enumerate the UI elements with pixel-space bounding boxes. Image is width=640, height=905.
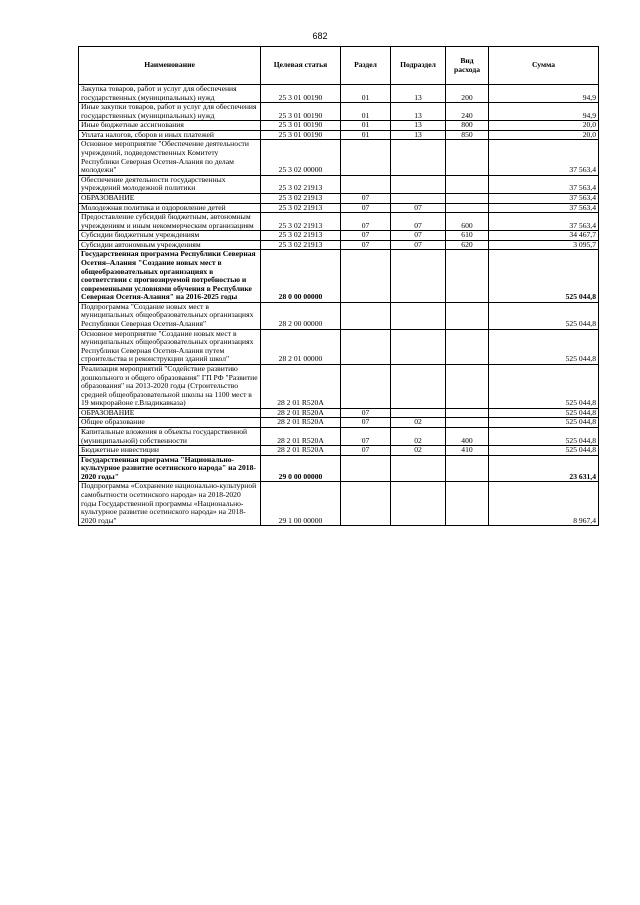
row-name-cell: Субсидии бюджетным учреждениям (79, 231, 261, 241)
row-subsection-cell (391, 140, 446, 175)
row-sum-cell: 525 044,8 (489, 408, 599, 418)
row-exp-type-cell (446, 482, 489, 526)
row-sum-cell: 37 563,4 (489, 203, 599, 213)
table-row (79, 427, 599, 445)
table-row (79, 446, 599, 456)
budget-table (78, 46, 599, 526)
row-target-cell: 29 1 00 00000 (261, 482, 341, 526)
row-target-cell: 25 3 01 00190 (261, 103, 341, 121)
row-name-cell: Подпрограмма «Сохранение национально-культурной самобытности осетинского народа» на 2018-2020 годы Государственной программы «Национально-культурное развитие осетинского народа» на 2018-2020 годы" (79, 482, 261, 526)
row-subsection-cell (391, 302, 446, 329)
header-exp-type: Вид расхода (446, 47, 489, 85)
row-sum-cell: 525 044,8 (489, 364, 599, 408)
table-row (79, 103, 599, 121)
row-exp-type-cell (446, 193, 489, 203)
row-subsection-cell (391, 455, 446, 482)
row-subsection-cell: 02 (391, 446, 446, 456)
row-section-cell (341, 302, 391, 329)
row-target-cell: 28 0 00 00000 (261, 250, 341, 302)
row-section-cell: 01 (341, 85, 391, 103)
row-exp-type-cell: 240 (446, 103, 489, 121)
row-section-cell (341, 455, 391, 482)
row-target-cell: 28 2 01 R520A (261, 364, 341, 408)
page-number: 682 (312, 31, 328, 41)
row-section-cell: 07 (341, 203, 391, 213)
row-sum-cell: 20,0 (489, 130, 599, 140)
table-row (79, 140, 599, 175)
row-exp-type-cell: 410 (446, 446, 489, 456)
row-section-cell: 01 (341, 103, 391, 121)
row-exp-type-cell (446, 329, 489, 364)
row-subsection-cell (391, 193, 446, 203)
header-name: Наименование (79, 47, 261, 85)
row-target-cell: 28 2 01 R520A (261, 408, 341, 418)
row-exp-type-cell: 610 (446, 231, 489, 241)
row-exp-type-cell: 400 (446, 427, 489, 445)
row-name-cell: Общее образование (79, 418, 261, 428)
row-subsection-cell: 13 (391, 121, 446, 131)
row-section-cell: 07 (341, 418, 391, 428)
row-name-cell: Обеспечение деятельности государственных учреждений молодежной политики (79, 175, 261, 193)
row-name-cell: Капитальные вложения в объекты государственной (муниципальной) собственности (79, 427, 261, 445)
row-target-cell: 28 2 01 R520A (261, 427, 341, 445)
row-subsection-cell: 07 (391, 240, 446, 250)
table-body (79, 85, 599, 526)
row-subsection-cell (391, 175, 446, 193)
row-name-cell: Государственная программа Республики Северная Осетия–Алания "Создание новых мест в общеобразовательных организациях в соответствии с прогнозируемой потребностью и современными условиями обучения в Республике Северная Осетия-Алания" на 2016-2025 годы (79, 250, 261, 302)
table-row (79, 302, 599, 329)
row-name-cell: Молодежная политика и оздоровление детей (79, 203, 261, 213)
row-name-cell: Государственная программа "Национально-культурное развитие осетинского народа" на 2018-2020 годы" (79, 455, 261, 482)
row-sum-cell: 525 044,8 (489, 427, 599, 445)
row-target-cell: 25 3 02 21913 (261, 240, 341, 250)
table-header-row (79, 47, 599, 85)
table-row (79, 121, 599, 131)
row-section-cell (341, 250, 391, 302)
row-name-cell: ОБРАЗОВАНИЕ (79, 193, 261, 203)
row-section-cell: 07 (341, 446, 391, 456)
header-sum: Сумма (489, 47, 599, 85)
row-target-cell: 25 3 01 00190 (261, 121, 341, 131)
row-name-cell: ОБРАЗОВАНИЕ (79, 408, 261, 418)
row-target-cell: 25 3 01 00190 (261, 85, 341, 103)
row-sum-cell: 37 563,4 (489, 140, 599, 175)
row-target-cell: 29 0 00 00000 (261, 455, 341, 482)
row-sum-cell: 37 563,4 (489, 213, 599, 231)
row-sum-cell: 525 044,8 (489, 446, 599, 456)
row-subsection-cell: 07 (391, 213, 446, 231)
row-subsection-cell: 02 (391, 418, 446, 428)
row-section-cell: 07 (341, 240, 391, 250)
row-exp-type-cell (446, 140, 489, 175)
row-exp-type-cell (446, 455, 489, 482)
row-target-cell: 28 2 00 00000 (261, 302, 341, 329)
header-target: Целевая статья (261, 47, 341, 85)
table-row (79, 231, 599, 241)
row-target-cell: 28 2 01 00000 (261, 329, 341, 364)
row-section-cell: 07 (341, 408, 391, 418)
row-subsection-cell (391, 482, 446, 526)
row-section-cell (341, 329, 391, 364)
row-sum-cell: 525 044,8 (489, 418, 599, 428)
row-sum-cell: 94,9 (489, 103, 599, 121)
row-section-cell (341, 175, 391, 193)
table-row (79, 455, 599, 482)
row-name-cell: Основное мероприятие "Создание новых мест в муниципальных общеобразовательных организациях Республики Северная Осетия-Алания путем строительства и реконструкции зданий школ" (79, 329, 261, 364)
row-sum-cell: 20,0 (489, 121, 599, 131)
table-row (79, 364, 599, 408)
table-row (79, 329, 599, 364)
row-section-cell (341, 482, 391, 526)
row-subsection-cell (391, 364, 446, 408)
row-exp-type-cell (446, 302, 489, 329)
table-row (79, 213, 599, 231)
row-sum-cell: 525 044,8 (489, 302, 599, 329)
row-target-cell: 25 3 02 21913 (261, 213, 341, 231)
row-target-cell: 25 3 02 00000 (261, 140, 341, 175)
row-target-cell: 25 3 02 21913 (261, 175, 341, 193)
row-subsection-cell (391, 329, 446, 364)
row-exp-type-cell (446, 364, 489, 408)
row-sum-cell: 525 044,8 (489, 329, 599, 364)
row-sum-cell: 37 563,4 (489, 175, 599, 193)
row-exp-type-cell (446, 175, 489, 193)
row-target-cell: 25 3 02 21913 (261, 193, 341, 203)
row-target-cell: 28 2 01 R520A (261, 446, 341, 456)
row-sum-cell: 8 967,4 (489, 482, 599, 526)
row-section-cell: 07 (341, 427, 391, 445)
row-sum-cell: 34 467,7 (489, 231, 599, 241)
row-name-cell: Иные закупки товаров, работ и услуг для обеспечения государственных (муниципальных) нужд (79, 103, 261, 121)
row-section-cell: 07 (341, 193, 391, 203)
table-row (79, 408, 599, 418)
row-name-cell: Закупка товаров, работ и услуг для обеспечения государственных (муниципальных) нужд (79, 85, 261, 103)
row-exp-type-cell (446, 408, 489, 418)
row-exp-type-cell: 620 (446, 240, 489, 250)
row-section-cell: 07 (341, 231, 391, 241)
row-exp-type-cell (446, 418, 489, 428)
row-name-cell: Предоставление субсидий бюджетным, автономным учреждениям и иным некоммерческим организациям (79, 213, 261, 231)
row-subsection-cell: 07 (391, 203, 446, 213)
row-name-cell: Реализация мероприятий "Содействие развитию дошкольного и общего образования" ГП РФ "Развитие образования" на 2013-2020 годы (Строительство средней общеобразовательной школы на 1100 мест в 19 микрорайоне г.Владикавказа) (79, 364, 261, 408)
table-row (79, 193, 599, 203)
row-subsection-cell: 13 (391, 130, 446, 140)
row-section-cell: 01 (341, 130, 391, 140)
row-sum-cell: 94,9 (489, 85, 599, 103)
row-name-cell: Подпрограмма "Создание новых мест в муниципальных общеобразовательных организациях Республики Северная Осетия-Алания" (79, 302, 261, 329)
row-subsection-cell: 13 (391, 85, 446, 103)
row-sum-cell: 37 563,4 (489, 193, 599, 203)
row-target-cell: 25 3 02 21913 (261, 231, 341, 241)
row-exp-type-cell: 600 (446, 213, 489, 231)
table-row (79, 85, 599, 103)
row-section-cell: 07 (341, 213, 391, 231)
row-exp-type-cell: 850 (446, 130, 489, 140)
row-subsection-cell: 13 (391, 103, 446, 121)
table-row (79, 250, 599, 302)
row-section-cell (341, 140, 391, 175)
row-target-cell: 25 3 01 00190 (261, 130, 341, 140)
table-row (79, 175, 599, 193)
row-sum-cell: 525 044,8 (489, 250, 599, 302)
row-section-cell: 01 (341, 121, 391, 131)
row-name-cell: Иные бюджетные ассигнования (79, 121, 261, 131)
row-exp-type-cell: 800 (446, 121, 489, 131)
row-subsection-cell (391, 250, 446, 302)
row-subsection-cell: 07 (391, 231, 446, 241)
row-exp-type-cell (446, 203, 489, 213)
header-section: Раздел (341, 47, 391, 85)
row-section-cell (341, 364, 391, 408)
row-subsection-cell: 02 (391, 427, 446, 445)
row-name-cell: Субсидии автономным учреждениям (79, 240, 261, 250)
row-sum-cell: 23 631,4 (489, 455, 599, 482)
row-target-cell: 25 3 02 21913 (261, 203, 341, 213)
row-name-cell: Бюджетные инвестиции (79, 446, 261, 456)
row-target-cell: 28 2 01 R520A (261, 418, 341, 428)
header-subsection: Подраздел (391, 47, 446, 85)
row-exp-type-cell: 200 (446, 85, 489, 103)
row-name-cell: Уплата налогов, сборов и иных платежей (79, 130, 261, 140)
row-exp-type-cell (446, 250, 489, 302)
row-name-cell: Основное мероприятие "Обеспечение деятельности учреждений, подведомственных Комитету Республики Северная Осетия-Алания по делам молодежи" (79, 140, 261, 175)
row-sum-cell: 3 095,7 (489, 240, 599, 250)
table-row (79, 482, 599, 526)
